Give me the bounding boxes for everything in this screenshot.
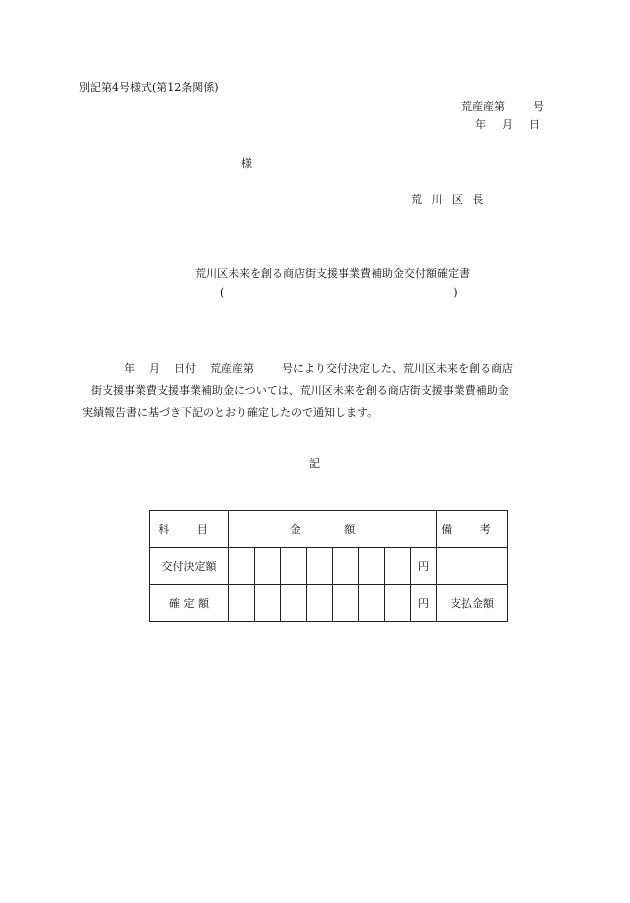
- header-remarks: 備 考: [437, 511, 508, 548]
- digit-cell: [307, 585, 333, 622]
- notice-body: [82, 358, 523, 424]
- yen-unit: 円: [411, 548, 437, 585]
- form-label: 別記第4号様式(第12条関係): [79, 81, 219, 94]
- ki-heading: 記: [309, 457, 320, 470]
- date-year: 年: [475, 118, 486, 131]
- document-number: [461, 100, 544, 114]
- notice-line-3: 実績報告書に基づき下記のとおり確定したので通知します。: [82, 406, 379, 419]
- digit-cell: [333, 585, 359, 622]
- row-remarks: 支払金額: [437, 585, 508, 622]
- date-month: 月: [502, 118, 513, 131]
- body-dayfu: 日付: [174, 362, 196, 375]
- row-label: 交付決定額: [150, 548, 229, 585]
- row-remarks: [437, 548, 508, 585]
- amount-table: [149, 510, 508, 622]
- date-day: 日: [529, 118, 540, 131]
- paren-close: ): [453, 286, 458, 299]
- digit-cell: [229, 585, 255, 622]
- digit-cell: [307, 548, 333, 585]
- table-header-row: [150, 511, 508, 548]
- digit-cell: [359, 585, 385, 622]
- body-year: 年: [124, 362, 135, 375]
- table-row: [150, 548, 508, 585]
- table-row: [150, 585, 508, 622]
- document-title: 荒川区未来を創る商店街支援事業費補助金交付額確定書: [195, 267, 470, 280]
- body-prefix: 荒産産第: [210, 362, 254, 375]
- digit-cell: [255, 548, 281, 585]
- digit-cell: [281, 548, 307, 585]
- header-subject: 科 目: [150, 511, 229, 548]
- header-amount: 金 額: [229, 511, 437, 548]
- digit-cell: [359, 548, 385, 585]
- document-number-suffix: 号: [533, 100, 544, 113]
- digit-cell: [333, 548, 359, 585]
- notice-line-1: [93, 358, 523, 380]
- issue-date: [475, 118, 540, 132]
- issuer-name: 荒 川 区 長: [411, 193, 487, 206]
- digit-cell: [281, 585, 307, 622]
- yen-unit: 円: [411, 585, 437, 622]
- body-rest: 号により交付決定した、荒川区未来を創る商店: [282, 362, 513, 375]
- digit-cell: [229, 548, 255, 585]
- row-label: 確 定 額: [150, 585, 229, 622]
- digit-cell: [255, 585, 281, 622]
- digit-cell: [385, 585, 411, 622]
- document-number-prefix: 荒産産第: [461, 100, 505, 113]
- recipient-honorific: 様: [241, 157, 252, 170]
- subtitle-parentheses: [220, 286, 458, 300]
- paren-open: (: [220, 286, 225, 299]
- digit-cell: [385, 548, 411, 585]
- body-month: 月: [149, 362, 160, 375]
- notice-line-2: 街支援事業費支援事業補助金については、荒川区未来を創る商店街支援事業費補助金: [91, 384, 509, 397]
